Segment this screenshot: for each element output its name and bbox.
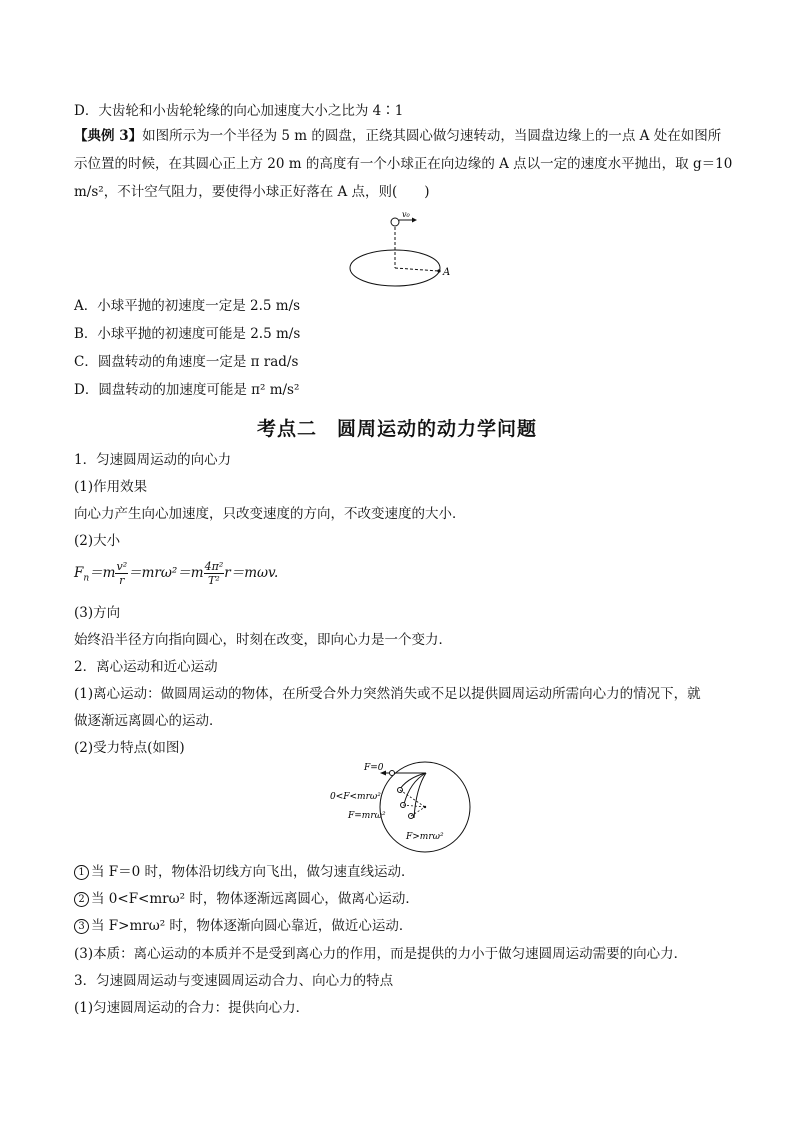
- sub2-title: (2)大小: [74, 533, 121, 549]
- frac2-denominator: T²: [208, 574, 220, 587]
- formula-eq3: r＝mωv.: [224, 565, 279, 581]
- curve-inner: [414, 773, 426, 818]
- item3-title: 3．匀速圆周运动与变速圆周运动合力、向心力的特点: [74, 973, 394, 989]
- radius-dashed-line: [395, 268, 439, 271]
- case-2: [74, 888, 419, 910]
- centrifugal-figure: [318, 760, 478, 860]
- disc-ball-figure: [340, 205, 470, 290]
- case-2-number: 2: [74, 892, 89, 907]
- radius-dash-2: [403, 805, 425, 807]
- formula-fn-sub: n: [83, 573, 90, 584]
- example3-tag: 【典例 3】: [74, 128, 143, 144]
- item3-sub1: (1)匀速圆周运动的合力：提供向心力．: [74, 1000, 310, 1016]
- force-char-title: (2)受力特点(如图): [74, 740, 185, 756]
- case-3-text: 当 F>mrω² 时，物体逐渐向圆心靠近，做近心运动．: [91, 918, 413, 934]
- centripetal-force-formula: [74, 558, 278, 594]
- frac1-numerator: v²: [116, 560, 128, 573]
- sub3-text: 始终沿半径方向指向圆心，时刻在改变，即向心力是一个变力．: [74, 632, 452, 648]
- example3-stem-line3: m/s²，不计空气阻力，要使得小球正好落在 A 点，则( ): [74, 184, 430, 200]
- centrifugal-line1: (1)离心运动：做圆周运动的物体，在所受合外力突然消失或不足以提供圆周运动所需向心力的情况下，就: [74, 686, 701, 702]
- example3-option-d: D．圆盘转动的加速度可能是 π² m/s²: [74, 382, 300, 398]
- sub1-title: (1)作用效果: [74, 479, 148, 495]
- item2-title: 2．离心运动和近心运动: [74, 659, 218, 675]
- label-a: A: [443, 267, 451, 278]
- example3-option-b: B．小球平抛的初速度可能是 2.5 m/s: [74, 326, 301, 342]
- section-title: 考点二 圆周运动的动力学问题: [256, 418, 537, 440]
- label-lt: 0<F<mrω²: [330, 792, 381, 802]
- object-tangent: [390, 771, 395, 776]
- case-3-number: 3: [74, 919, 89, 934]
- formula-frac1: [115, 560, 128, 587]
- label-v0: v₀: [402, 210, 410, 219]
- example3-stem-line2: 示位置的时候，在其圆心正上方 20 m 的高度有一个小球正在向边缘的 A 点以一定的速度水平抛出，取 g＝10: [74, 156, 733, 172]
- case-2-text: 当 0<F<mrω² 时，物体逐渐远离圆心，做离心运动．: [91, 891, 419, 907]
- example3-line1: [74, 125, 721, 147]
- formula-eq1: ＝m: [89, 565, 116, 581]
- ball-circle: [391, 218, 399, 226]
- label-f0: F=0: [364, 763, 384, 773]
- center-dot: [424, 806, 426, 808]
- label-eq: F=mrω²: [348, 811, 386, 821]
- case-1-number: 1: [74, 865, 89, 880]
- case-3: [74, 915, 412, 937]
- formula-fn: F: [74, 565, 84, 581]
- essence-text: (3)本质：离心运动的本质并不是受到离心力的作用，而是提供的力小于做匀速圆周运动需要的向心力．: [74, 946, 688, 962]
- case-1-text: 当 F＝0 时，物体沿切线方向飞出，做匀速直线运动．: [91, 864, 415, 880]
- example3-option-c: C．圆盘转动的角速度一定是 π rad/s: [74, 354, 299, 370]
- prev-option-d: D．大齿轮和小齿轮轮缘的向心加速度大小之比为 4∶1: [74, 103, 404, 119]
- formula-frac2: [204, 560, 225, 587]
- frac2-numerator: 4π²: [204, 560, 224, 573]
- velocity-arrow-head: [412, 218, 417, 223]
- label-gt: F>mrω²: [406, 832, 444, 842]
- curve-mid: [404, 773, 426, 804]
- sub1-text: 向心力产生向心加速度，只改变速度的方向，不改变速度的大小．: [74, 506, 466, 522]
- case-1: [74, 861, 415, 883]
- formula-eq2: ＝mrω²＝m: [128, 565, 204, 581]
- example3-option-a: A．小球平抛的初速度一定是 2.5 m/s: [74, 298, 301, 314]
- item1-title: 1．匀速圆周运动的向心力: [74, 452, 232, 468]
- frac1-denominator: r: [119, 574, 125, 587]
- point-a-dot: [437, 269, 440, 272]
- example3-stem-line1: 如图所示为一个半径为 5 m 的圆盘，正绕其圆心做匀速转动，当圆盘边缘上的一点 A 处在如图所: [142, 128, 722, 144]
- sub3-title: (3)方向: [74, 605, 121, 621]
- centrifugal-line2: 做逐渐远离圆心的运动．: [74, 713, 223, 729]
